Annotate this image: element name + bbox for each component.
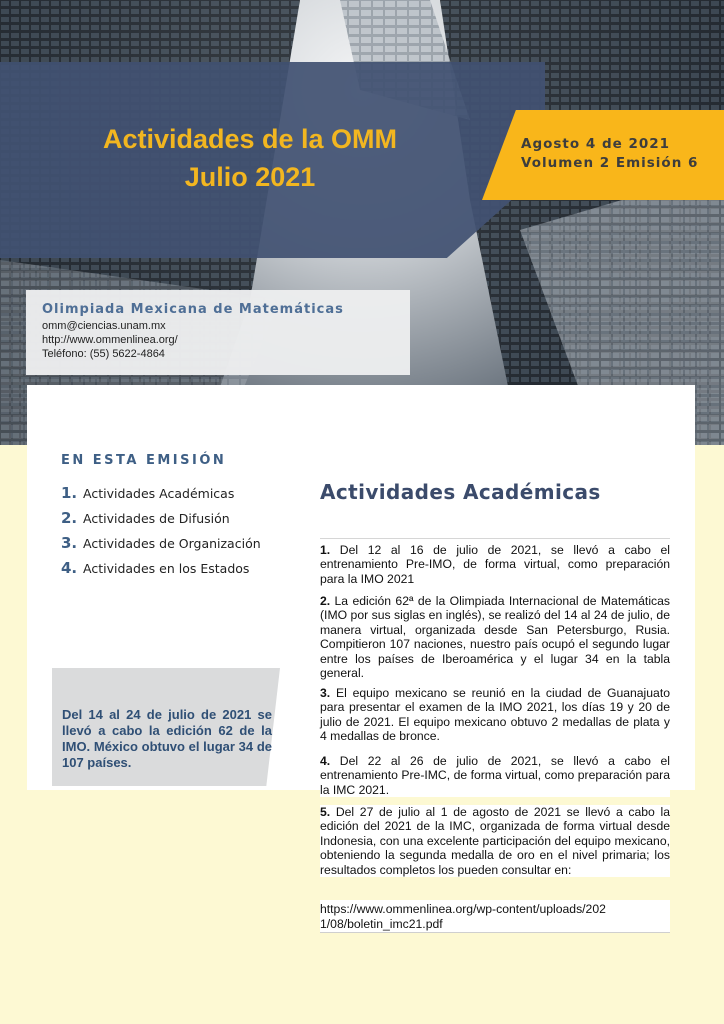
activity-item	[320, 594, 670, 680]
toc-item[interactable]	[61, 484, 261, 509]
toc-item[interactable]	[61, 559, 261, 584]
toc-list	[61, 484, 261, 584]
item-text: El equipo mexicano se reunió en la ciudad de Guanajuato para presentar el examen de la IMO 2021, los días 19 y 20 de julio de 2021. El equipo mexicano obtuvo 2 medallas de plata y 4 medallas de bronce.	[320, 686, 670, 744]
toc-title: EN ESTA EMISIÓN	[61, 453, 227, 468]
issue-info	[521, 135, 698, 173]
item-number: 2.	[320, 594, 331, 608]
item-text: Del 27 de julio al 1 de agosto de 2021 se llevó a cabo la edición del 2021 de la IMC, organizada de forma virtual desde Indonesia, con una excelente participación del equipo mexicano, obteniendo la segunda medalla de oro en el nivel primaria; los resultados completos los pueden consultar en:	[320, 805, 670, 877]
section-title: Actividades Académicas	[320, 480, 601, 504]
toc-number: 4.	[61, 559, 78, 577]
toc-label: Actividades Académicas	[83, 486, 235, 501]
item-text: Del 22 al 26 de julio de 2021, se llevó a cabo el entrenamiento Pre-IMC, de forma virtual, como preparación para la IMC 2021.	[320, 754, 670, 797]
item-number: 3.	[320, 686, 331, 700]
newsletter-title	[40, 120, 460, 196]
title-line-2: Julio 2021	[184, 162, 316, 192]
toc-label: Actividades de Organización	[83, 536, 261, 551]
item-number: 5.	[320, 805, 331, 819]
toc-label: Actividades de Difusión	[83, 511, 230, 526]
callout-text: Del 14 al 24 de julio de 2021 se llevó a cabo la edición 62 de la IMO. México obtuvo el lugar 34 de 107 países.	[62, 707, 272, 770]
toc-number: 3.	[61, 534, 78, 552]
activity-item	[320, 686, 670, 744]
activity-item	[320, 543, 670, 586]
issue-volume: Volumen 2 Emisión 6	[521, 155, 699, 171]
issue-date: Agosto 4 de 2021	[521, 136, 671, 152]
toc-item[interactable]	[61, 534, 261, 559]
toc-label: Actividades en los Estados	[83, 561, 250, 576]
toc-number: 2.	[61, 509, 78, 527]
results-link[interactable]: https://www.ommenlinea.org/wp-content/uploads/2021/08/boletin_imc21.pdf	[320, 902, 606, 931]
activity-item	[320, 805, 670, 877]
activity-item	[320, 754, 670, 797]
item-text: La edición 62ª de la Olimpiada Internacional de Matemáticas (IMO por sus siglas en inglés), se realizó del 14 al 24 de julio, de manera virtual, organizada desde San Petersburgo, Rusia. Compitieron 107 naciones, nuestro país ocupó el segundo lugar entre los países de Iberoamérica y el lugar 34 en la tabla general.	[320, 594, 670, 681]
toc-item[interactable]	[61, 509, 261, 534]
title-line-1: Actividades de la OMM	[102, 124, 398, 154]
toc-number: 1.	[61, 484, 78, 502]
contact-web[interactable]: http://www.ommenlinea.org/	[42, 334, 178, 346]
item-number: 4.	[320, 754, 331, 768]
item-text: Del 12 al 16 de julio de 2021, se llevó a cabo el entrenamiento Pre-IMO, de forma virtual, como preparación para la IMO 2021	[320, 543, 670, 586]
contact-phone: Teléfono: (55) 5622-4864	[42, 348, 165, 360]
divider	[320, 538, 670, 539]
contact-email[interactable]: omm@ciencias.unam.mx	[42, 320, 166, 332]
org-name: Olimpiada Mexicana de Matemáticas	[42, 302, 344, 317]
item-number: 1.	[320, 543, 331, 557]
